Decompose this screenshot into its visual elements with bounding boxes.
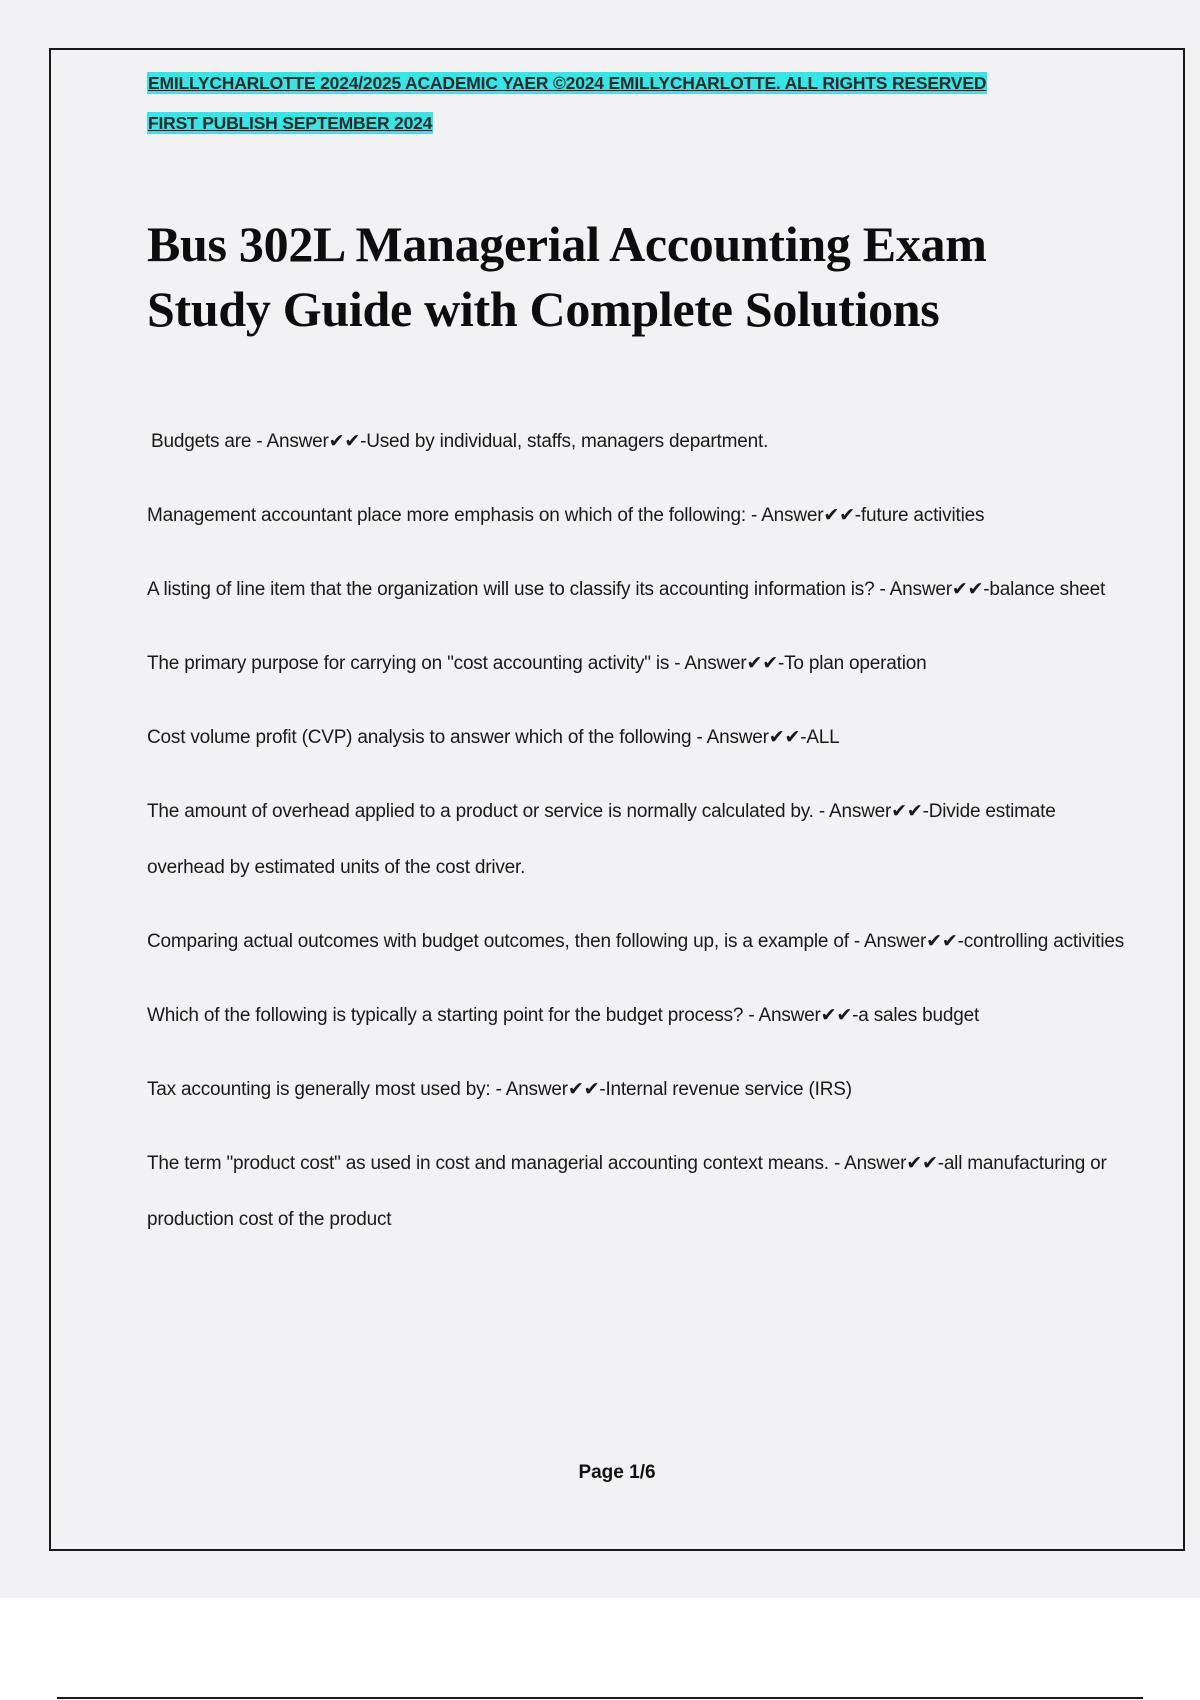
title-line-2: Study Guide with Complete Solutions (147, 281, 940, 337)
title-line-1: Bus 302L Managerial Accounting Exam (147, 216, 987, 272)
next-page-divider (57, 1697, 1143, 1699)
copyright-header (147, 72, 1137, 134)
qa-item: Budgets are - Answer✔✔-Used by individual, staffs, managers department. (151, 431, 769, 452)
qa-item: Which of the following is typically a starting point for the budget process? - Answer✔✔-a sales budget (147, 1005, 980, 1026)
qa-item: Tax accounting is generally most used by: - Answer✔✔-Internal revenue service (IRS) (147, 1079, 852, 1100)
document-page (49, 48, 1185, 1551)
qa-list (147, 414, 1137, 1248)
qa-item: The primary purpose for carrying on "cost accounting activity" is - Answer✔✔-To plan operation (147, 653, 927, 674)
qa-item: A listing of line item that the organization will use to classify its accounting information is? - Answer✔✔-balance sheet (147, 579, 1106, 600)
publish-date-line: FIRST PUBLISH SEPTEMBER 2024 (148, 113, 433, 133)
qa-item: The amount of overhead applied to a product or service is normally calculated by. - Answer✔✔-Divide estimate overhead by estimated units of the cost driver. (147, 801, 1056, 878)
page-number: Page 1/6 (578, 1462, 656, 1483)
qa-item: Management accountant place more emphasis on which of the following: - Answer✔✔-future activities (147, 505, 985, 526)
copyright-line: EMILLYCHARLOTTE 2024/2025 ACADEMIC YAER ©2024 EMILLYCHARLOTTE. ALL RIGHTS RESERVED (148, 73, 987, 93)
qa-item: The term "product cost" as used in cost and managerial accounting context means. - Answer✔✔-all manufacturing or production cost of the product (147, 1153, 1107, 1230)
qa-item: Cost volume profit (CVP) analysis to answer which of the following - Answer✔✔-ALL (147, 727, 840, 748)
document-title (147, 212, 1137, 342)
qa-item: Comparing actual outcomes with budget outcomes, then following up, is a example of - Answer✔✔-controlling activities (147, 931, 1125, 952)
page-content (147, 72, 1137, 1266)
